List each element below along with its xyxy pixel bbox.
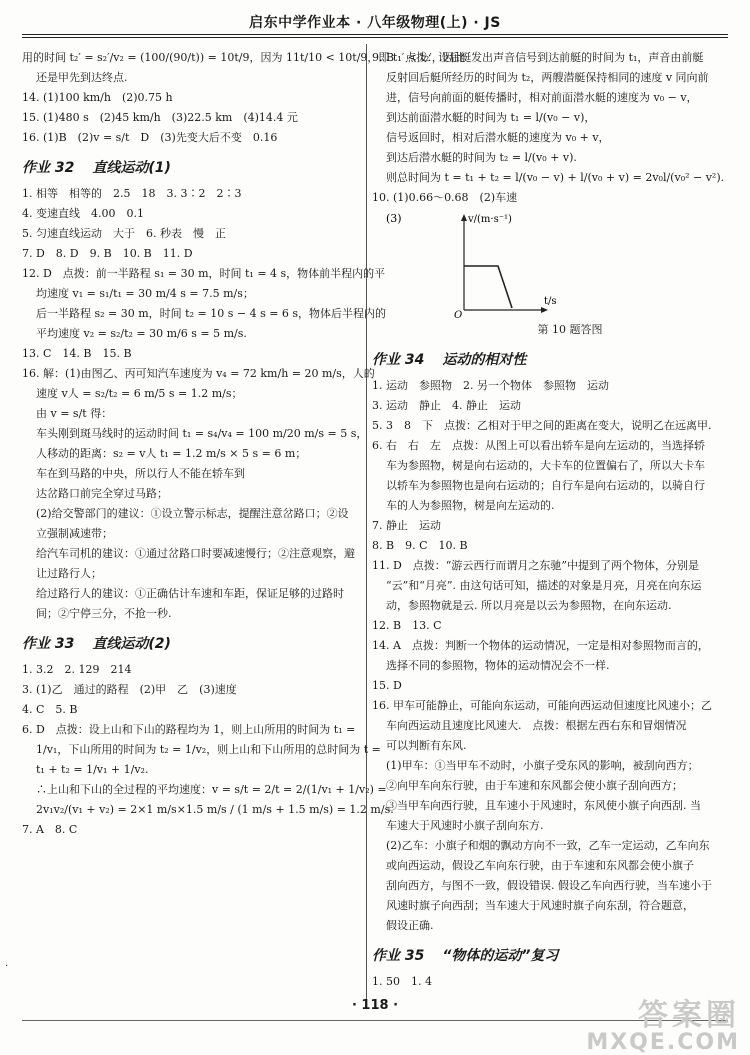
answer-line: 平均速度 v₂ = s₂/t₂ = 30 m/6 s = 5 m/s.	[36, 327, 247, 340]
answer-line: 3. 运动 静止 4. 静止 运动	[372, 399, 521, 412]
answer-line: 15. (1)480 s (2)45 km/h (3)22.5 km (4)14.4 元	[22, 111, 298, 124]
answer-line: 动，参照物就是云. 所以月亮是以云为参照物，在向东运动.	[386, 599, 672, 612]
section-title: 直线运动(1)	[92, 160, 171, 176]
y-axis-arrow	[461, 214, 467, 221]
answer-line: 16. (1)B (2)v = s/t D (3)先变大后不变 0.16	[22, 131, 278, 144]
answer-line: 12. B 13. C	[372, 619, 442, 632]
answer-line: 3. (1)乙 通过的路程 (2)甲 乙 (3)速度	[22, 683, 237, 696]
answer-line: 车在到马路的中央，所以行人不能在轿车到	[36, 467, 245, 480]
watermark-logo-text: 答案圈	[638, 998, 740, 1033]
answer-line: 或向西运动，假设乙车向东行驶，由于车速和东风都会使小旗子	[386, 859, 694, 872]
answer-line: 4. C 5. B	[22, 703, 78, 716]
answer-line: (1)甲车：①当甲车不动时，小旗子受东风的影响，被刮向西方；	[386, 759, 699, 772]
answer-line: (2)给交警部门的建议：①设立警示标志，提醒注意岔路口；②设	[36, 507, 349, 520]
answer-line: 7. D 8. D 9. B 10. B 11. D	[22, 247, 193, 260]
section-number: 作业 32	[22, 160, 75, 176]
answer-line: t₁ + t₂ = 1/v₁ + 1/v₂.	[36, 763, 149, 776]
answer-line: 15. D	[372, 679, 402, 692]
answer-line: 进，信号向前面的艇传播时，相对前面潜水艇的速度为 v₀ − v，	[386, 91, 698, 104]
section-number: 作业 35	[372, 948, 425, 964]
header-rule-thin	[22, 37, 728, 38]
watermark-url: MXQE.COM	[586, 1030, 740, 1055]
answer-line: 刮向西方，与图不一致，假设错误. 假设乙车向西行驶，当车速小于	[386, 879, 712, 892]
y-axis-label: v/(m·s⁻¹)	[468, 214, 512, 225]
answer-line: 后一半路程 s₂ = 30 m，时间 t₂ = 10 s − 4 s = 6 s，物体后半程内的	[36, 307, 387, 320]
section-number: 作业 33	[22, 636, 75, 652]
answer-line: 1. 运动 参照物 2. 另一个物体 参照物 运动	[372, 379, 609, 392]
graph-caption: 第 10 题答图	[537, 323, 603, 336]
header-rule	[22, 34, 728, 35]
answer-line: 1. 相等 相等的 2.5 18 3. 3∶2 2∶3	[22, 187, 242, 200]
answer-line: 6. 右 右 左 点拨：从图上可以看出轿车是向左运动的，当选择轿	[372, 439, 705, 452]
graph-svg	[372, 208, 728, 320]
site-watermark	[586, 990, 740, 1055]
answer-line: ∴上山和下山的全过程的平均速度：v = s/t = 2/t = 2/(1/v₁ + 1/v₂) =	[36, 783, 387, 796]
answer-line: 14. (1)100 km/h (2)0.75 h	[22, 91, 173, 104]
section-title: 直线运动(2)	[92, 636, 171, 652]
answer-line: 7. 静止 运动	[372, 519, 441, 532]
answer-line: 用的时间 t₂′ = s₂′/v₂ = (100/(90/t)) = 10t/9，因为 11t/10 < 10t/9，即 t₁′ < t₂′，因此	[22, 51, 465, 64]
answer-line: 让过路行人；	[36, 567, 102, 580]
answer-line: 5. 3 8 下 点拨：乙相对于甲之间的距离在变大，说明乙在远离甲.	[372, 419, 712, 432]
answer-line: 给过路行人的建议：①正确估计车速和车距，保证足够的过路时	[36, 587, 344, 600]
answer-line: 1. 3.2 2. 129 214	[22, 663, 132, 676]
margin-mark: .	[5, 958, 9, 969]
velocity-curve	[464, 266, 512, 308]
answer-line: 信号返回时，相对后潜水艇的速度为 v₀ + v，	[386, 131, 610, 144]
answer-line: 人移动的距离：s₂ = v人 t₁ = 1.2 m/s × 5 s = 6 m；	[36, 447, 307, 460]
section-heading-34	[372, 350, 728, 370]
answer-line: ②向甲车向东行驶，由于车速和东风都会使小旗子刮向西方；	[386, 779, 683, 792]
answer-line: ③当甲车向西行驶，且车速小于风速时，东风使小旗子向西刮. 当	[386, 799, 701, 812]
section-heading-33	[22, 634, 367, 654]
answer-line: 则总时间为 t = t₁ + t₂ = l/(v₀ − v) + l/(v₀ + v) = 2v₀l/(v₀² − v²).	[386, 171, 725, 184]
answer-line: (2)乙车：小旗子和烟的飘动方向不一致，乙车一定运动，乙车向东	[386, 839, 710, 852]
answer-line: 2v₁v₂/(v₁ + v₂) = 2×1 m/s×1.5 m/s / (1 m/s + 1.5 m/s) = 1.2 m/s.	[36, 803, 394, 816]
answer-line: 14. A 点拨：判断一个物体的运动情况，一定是相对参照物而言的，	[372, 639, 709, 652]
right-column	[372, 48, 728, 992]
x-axis-arrow	[541, 307, 548, 313]
answer-line: 到达前面潜水艇的时间为 t₁ = l/(v₀ − v)，	[386, 111, 596, 124]
answer-line: 1. 50 1. 4	[372, 975, 432, 988]
answer-line: 达岔路口前完全穿过马路；	[36, 487, 168, 500]
answer-line: 4. 变速直线 4.00 0.1	[22, 207, 144, 220]
section-title: 运动的相对性	[442, 352, 527, 368]
answer-line: 16. 甲车可能静止，可能向东运动，可能向西运动但速度比风速小；乙	[372, 699, 712, 712]
answer-line: 6. D 点拨：设上山和下山的路程均为 1，则上山所用的时间为 t₁ =	[22, 723, 356, 736]
answer-line: 速度 v人 = s₂/t₂ = 6 m/5 s = 1.2 m/s；	[36, 387, 243, 400]
answer-line: 以轿车为参照物也是向右运动的；自行车是向右运动的，以骑自行	[386, 479, 705, 492]
answer-line: 车向西运动且速度比风速大. 点拨：根据左西右东和冒烟情况	[386, 719, 687, 732]
answer-line: 13. C 14. B 15. B	[22, 347, 132, 360]
answer-line: 选择不同的参照物，物体的运动情况会不一样.	[386, 659, 610, 672]
answer-line: 均速度 v₁ = s₁/t₁ = 30 m/4 s = 7.5 m/s；	[36, 287, 254, 300]
answer-line: 16. 解：(1)由图乙、丙可知汽车速度为 v₄ = 72 km/h = 20 m/s，人的	[22, 367, 375, 380]
answer-line: 12. D 点拨：前一半路程 s₁ = 30 m，时间 t₁ = 4 s，物体前半程内的平	[22, 267, 386, 280]
section-number: 作业 34	[372, 352, 425, 368]
answer-line: 车的人为参照物，树是向左运动的.	[386, 499, 555, 512]
origin-label: O	[454, 310, 463, 320]
answer-line: 10. (1)0.66～0.68 (2)车速	[372, 191, 518, 204]
answer-line: 风速时旗子向西刮；当车速大于风速时旗子向东刮，符合题意，	[386, 899, 694, 912]
answer-line: 车为参照物，树是向右运动的，大卡车的位置偏右了，所以大卡车	[386, 459, 705, 472]
answer-line: 11. D 点拨：“游云西行而谓月之东驰”中提到了两个物体，分别是	[372, 559, 700, 572]
x-axis-label: t/s	[544, 296, 557, 307]
answer-line: 8. B 9. C 10. B	[372, 539, 468, 552]
answer-line: 假设正确.	[386, 919, 434, 932]
section-title: “物体的运动”复习	[442, 948, 559, 964]
answer-line: 1/v₁，下山所用的时间为 t₂ = 1/v₂，则上山和下山所用的总时间为 t =	[36, 743, 381, 756]
answer-line: 还是甲先到达终点.	[36, 71, 128, 84]
answer-line: 由 v = s/t 得：	[36, 407, 113, 420]
answer-line: 间；②宁停三分，不抢一秒.	[36, 607, 172, 620]
answer-line: 7. A 8. C	[22, 823, 78, 836]
answer-line: 车速大于风速时小旗子刮向东方.	[386, 819, 544, 832]
section-heading-35	[372, 946, 728, 966]
section-heading-32	[22, 158, 367, 178]
answer-line: 到达后潜水艇的时间为 t₂ = l/(v₀ + v).	[386, 151, 577, 164]
answer-line: 可以判断有东风.	[386, 739, 467, 752]
answer-line: 车头刚到斑马线时的运动时间 t₁ = s₄/v₄ = 100 m/20 m/s = 5 s，	[36, 427, 368, 440]
answer-line: 反射回后艇所经历的时间为 t₂，两艘潜艇保持相同的速度 v 同向前	[386, 71, 709, 84]
answer-line: 给汽车司机的建议：①通过岔路口时要减速慢行；②注意观察，避	[36, 547, 355, 560]
graph-prefix: (3)	[386, 212, 402, 225]
answer-line: 立强制减速带；	[36, 527, 113, 540]
answer-line: “云”和“月亮”. 由这句话可知，描述的对象是月亮，月亮在向东运	[386, 579, 702, 592]
page-header	[0, 0, 750, 40]
header-title: 启东中学作业本 · 八年级物理(上) · JS	[249, 15, 501, 31]
page-number: · 118 ·	[351, 998, 399, 1013]
velocity-time-graph	[372, 208, 728, 320]
answer-line: 9. B 点拨：设后艇发出声音信号到达前艇的时间为 t₁，声音由前艇	[372, 51, 704, 64]
answer-line: 5. 匀速直线运动 大于 6. 秒表 慢 正	[22, 227, 226, 240]
